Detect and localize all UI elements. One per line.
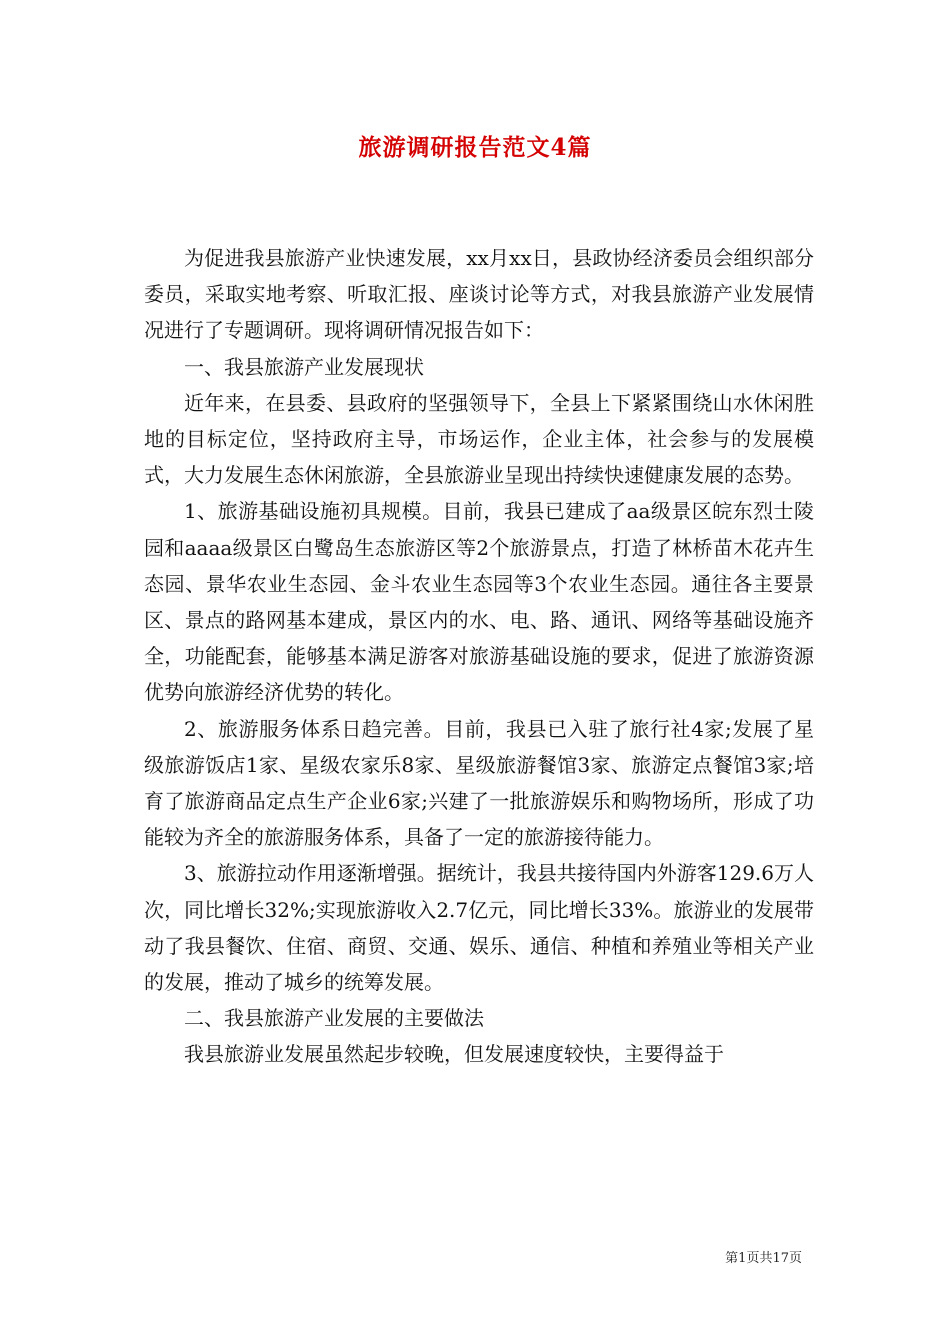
document-title: 旅游调研报告范文4篇 [358, 134, 592, 161]
intro-paragraph: 为促进我县旅游产业快速发展，xx月xx日，县政协经济委员会组织部分委员，采取实地考察、听取汇报、座谈讨论等方式，对我县旅游产业发展情况进行了专题调研。现将调研情况报告如下： [144, 246, 814, 343]
page-number: 第1页共17页 [725, 1251, 802, 1266]
body-paragraph: 2、旅游服务体系日趋完善。目前，我县已入驻了旅行社4家;发展了星级旅游饭店1家、星级农家乐8家、星级旅游餐馆3家、旅游定点餐馆3家;培育了旅游商品定点生产企业6家;兴建了一批旅游娱乐和购物场所，形成了功能较为齐全的旅游服务体系，具备了一定的旅游接待能力。 [144, 716, 814, 850]
section-heading-1: 一、我县旅游产业发展现状 [184, 354, 424, 379]
section-heading-2: 二、我县旅游产业发展的主要做法 [184, 1006, 484, 1031]
body-paragraph: 我县旅游业发展虽然起步较晚，但发展速度较快，主要得益于 [184, 1042, 724, 1067]
body-paragraph: 3、旅游拉动作用逐渐增强。据统计，我县共接待国内外游客129.6万人次，同比增长32%;实现旅游收入2.7亿元，同比增长33%。旅游业的发展带动了我县餐饮、住宿、商贸、交通、娱乐、通信、种植和养殖业等相关产业的发展，推动了城乡的统筹发展。 [144, 861, 814, 995]
body-paragraph: 近年来，在县委、县政府的坚强领导下，全县上下紧紧围绕山水休闲胜地的目标定位，坚持政府主导，市场运作，企业主体，社会参与的发展模式，大力发展生态休闲旅游，全县旅游业呈现出持续快速健康发展的态势。 [144, 390, 814, 488]
document-body [144, 240, 814, 1073]
body-paragraph: 1、旅游基础设施初具规模。目前，我县已建成了aa级景区皖东烈士陵园和aaaa级景区白鹭岛生态旅游区等2个旅游景点，打造了林桥苗木花卉生态园、景华农业生态园、金斗农业生态园等3个农业生态园。通往各主要景区、景点的路网基本建成，景区内的水、电、路、通讯、网络等基础设施齐全，功能配套，能够基本满足游客对旅游基础设施的要求，促进了旅游资源优势向旅游经济优势的转化。 [144, 499, 814, 705]
